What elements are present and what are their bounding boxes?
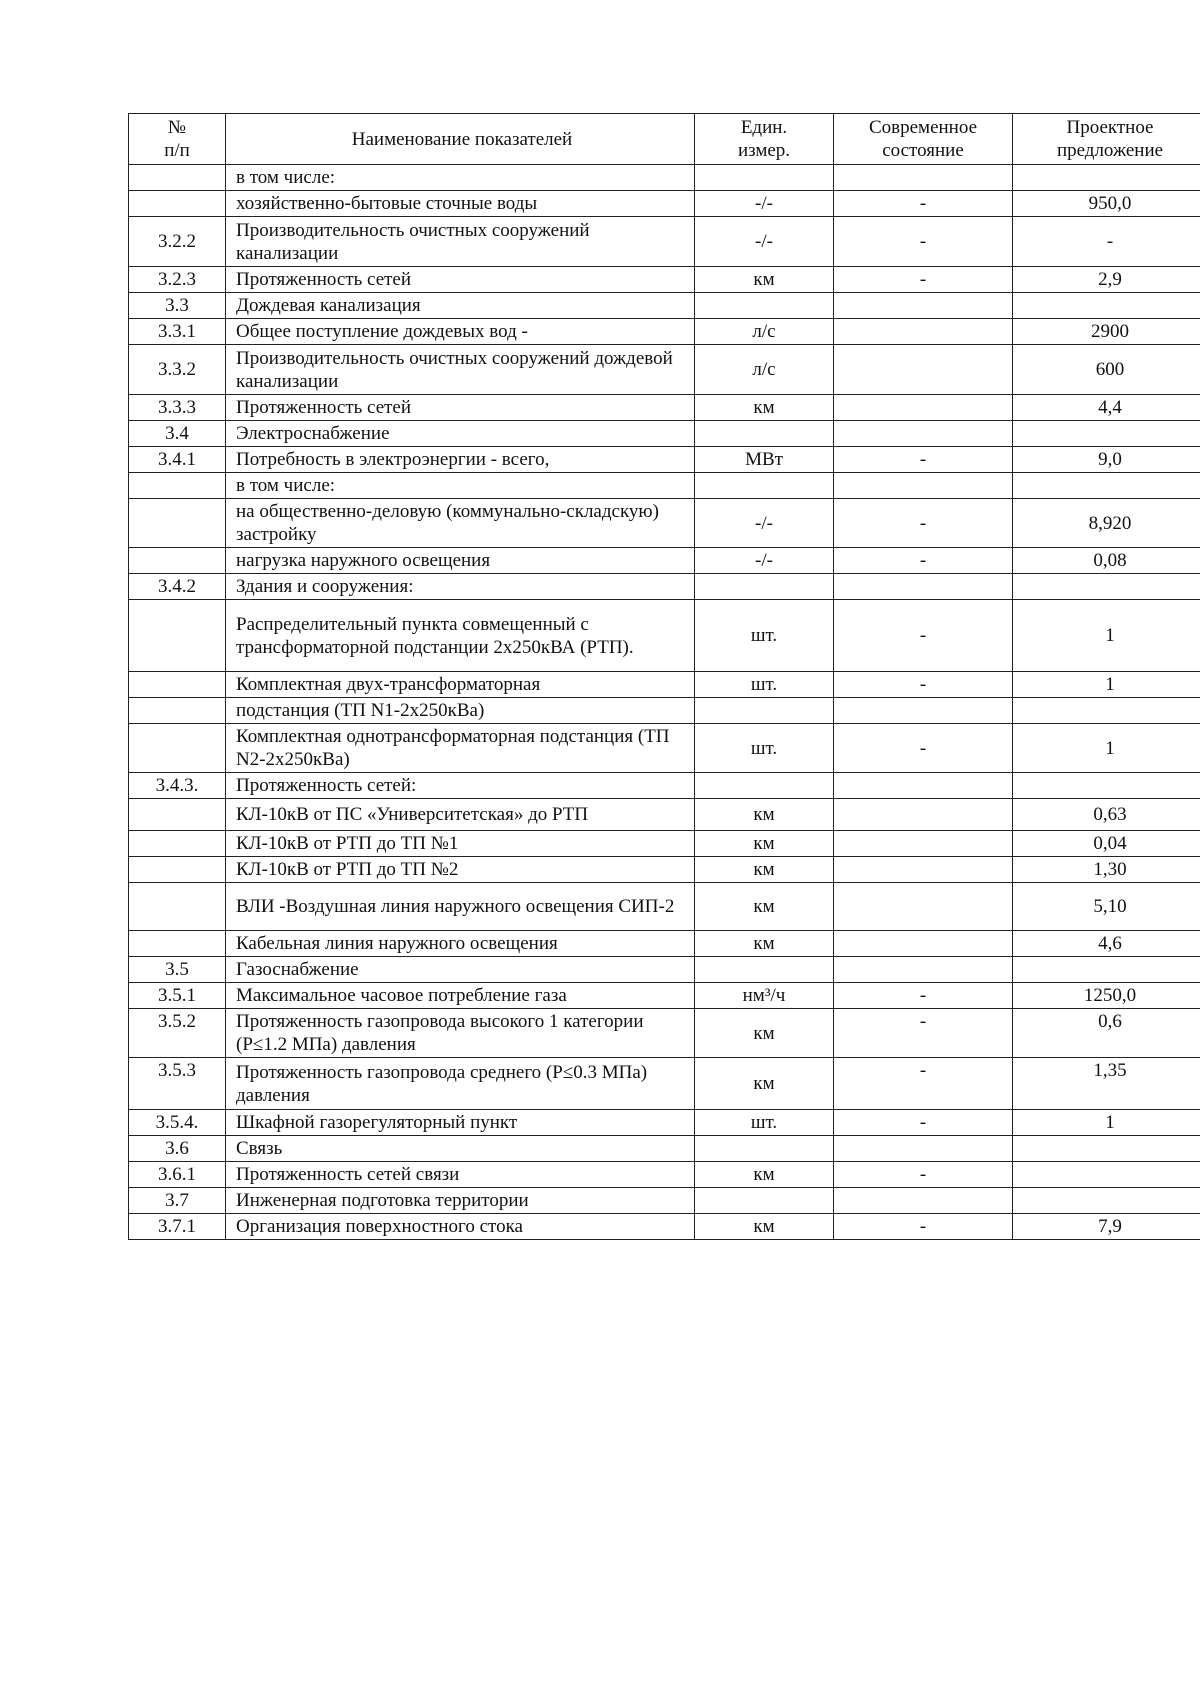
- row-project: 5,10: [1013, 883, 1200, 931]
- row-number: 3.3.1: [129, 319, 226, 345]
- row-project: 4,6: [1013, 931, 1200, 957]
- table-row: [129, 857, 1200, 883]
- row-number: [129, 831, 226, 857]
- row-number: [129, 473, 226, 499]
- row-name: Шкафной газорегуляторный пункт: [226, 1110, 695, 1136]
- row-current: -: [834, 548, 1013, 574]
- row-unit: МВт: [695, 447, 834, 473]
- row-current: -: [834, 1214, 1013, 1240]
- row-number: 3.3.2: [129, 345, 226, 395]
- row-current: [834, 957, 1013, 983]
- row-current: [834, 293, 1013, 319]
- row-current: -: [834, 217, 1013, 267]
- row-name: Распределительный пункта совмещенный с трансформаторной подстанции 2х250кВА (РТП).: [226, 600, 695, 672]
- row-current: [834, 1136, 1013, 1162]
- row-number: 3.4: [129, 421, 226, 447]
- row-unit: км: [695, 267, 834, 293]
- header-current-line2: состояние: [882, 140, 964, 161]
- row-number: 3.5.1: [129, 983, 226, 1009]
- row-name: Производительность очистных сооружений канализации: [226, 217, 695, 267]
- row-number: [129, 698, 226, 724]
- row-project: 9,0: [1013, 447, 1200, 473]
- row-unit: шт.: [695, 672, 834, 698]
- row-project: [1013, 473, 1200, 499]
- row-name: Протяженность газопровода высокого 1 категории (P≤1.2 МПа) давления: [226, 1009, 695, 1058]
- row-number: [129, 883, 226, 931]
- row-name: Организация поверхностного стока: [226, 1214, 695, 1240]
- row-current: -: [834, 672, 1013, 698]
- table-row: [129, 831, 1200, 857]
- row-unit: [695, 293, 834, 319]
- header-number-line1: №: [167, 117, 187, 138]
- row-unit: [695, 1136, 834, 1162]
- row-current: [834, 857, 1013, 883]
- table-row: [129, 293, 1200, 319]
- header-unit-line2: измер.: [737, 140, 791, 161]
- row-unit: км: [695, 883, 834, 931]
- row-current: [834, 773, 1013, 799]
- row-project: 8,920: [1013, 499, 1200, 548]
- row-unit: [695, 165, 834, 191]
- table-row: [129, 1162, 1200, 1188]
- row-current: -: [834, 191, 1013, 217]
- header-project-line1: Проектное: [1066, 117, 1154, 138]
- row-project: 2900: [1013, 319, 1200, 345]
- row-number: [129, 799, 226, 831]
- row-project: 7,9: [1013, 1214, 1200, 1240]
- row-unit: -/-: [695, 217, 834, 267]
- table-row: [129, 473, 1200, 499]
- row-number: [129, 191, 226, 217]
- indicators-table: [128, 113, 1200, 1240]
- row-project: 1: [1013, 724, 1200, 773]
- row-name: Комплектная однотрансформаторная подстанция (ТП N2-2х250кВа): [226, 724, 695, 773]
- row-unit: км: [695, 931, 834, 957]
- table-row: [129, 1188, 1200, 1214]
- row-project: [1013, 1136, 1200, 1162]
- row-unit: шт.: [695, 1110, 834, 1136]
- table-row: [129, 799, 1200, 831]
- row-number: 3.5: [129, 957, 226, 983]
- header-row: [129, 114, 1200, 165]
- row-project: -: [1013, 217, 1200, 267]
- row-number: [129, 931, 226, 957]
- row-current: -: [834, 1009, 1013, 1058]
- table-row: [129, 191, 1200, 217]
- table-row: [129, 319, 1200, 345]
- row-unit: км: [695, 799, 834, 831]
- row-unit: км: [695, 395, 834, 421]
- row-number: 3.3.3: [129, 395, 226, 421]
- row-name: Здания и сооружения:: [226, 574, 695, 600]
- row-name: Протяженность газопровода среднего (P≤0.3 МПа) давления: [226, 1058, 695, 1110]
- row-current: -: [834, 267, 1013, 293]
- row-current: -: [834, 447, 1013, 473]
- row-current: -: [834, 600, 1013, 672]
- header-current: [834, 114, 1013, 165]
- row-name: Инженерная подготовка территории: [226, 1188, 695, 1214]
- row-number: 3.5.4.: [129, 1110, 226, 1136]
- row-project: [1013, 698, 1200, 724]
- row-project: 0,08: [1013, 548, 1200, 574]
- row-current: [834, 574, 1013, 600]
- row-name: Кабельная линия наружного освещения: [226, 931, 695, 957]
- row-number: [129, 165, 226, 191]
- table-row: [129, 421, 1200, 447]
- row-project: 950,0: [1013, 191, 1200, 217]
- table-row: [129, 548, 1200, 574]
- row-unit: км: [695, 1162, 834, 1188]
- row-name: КЛ-10кВ от РТП до ТП №1: [226, 831, 695, 857]
- row-number: 3.4.1: [129, 447, 226, 473]
- row-project: [1013, 1162, 1200, 1188]
- row-number: 3.4.3.: [129, 773, 226, 799]
- row-project: 1,35: [1013, 1058, 1200, 1110]
- row-name: Комплектная двух-трансформаторная: [226, 672, 695, 698]
- row-current: [834, 319, 1013, 345]
- row-current: [834, 799, 1013, 831]
- row-unit: [695, 574, 834, 600]
- row-unit: л/с: [695, 319, 834, 345]
- row-project: [1013, 293, 1200, 319]
- row-number: [129, 600, 226, 672]
- row-number: 3.6.1: [129, 1162, 226, 1188]
- header-current-line1: Современное: [868, 117, 978, 138]
- table-body: [129, 165, 1200, 1240]
- row-unit: км: [695, 857, 834, 883]
- row-project: 600: [1013, 345, 1200, 395]
- row-name: Потребность в электроэнергии - всего,: [226, 447, 695, 473]
- table-row: [129, 1009, 1200, 1058]
- table-row: [129, 983, 1200, 1009]
- row-project: [1013, 1188, 1200, 1214]
- row-project: [1013, 421, 1200, 447]
- table-row: [129, 499, 1200, 548]
- row-current: [834, 931, 1013, 957]
- row-number: [129, 672, 226, 698]
- row-unit: -/-: [695, 548, 834, 574]
- row-number: [129, 724, 226, 773]
- row-project: 1: [1013, 600, 1200, 672]
- table-row: [129, 1214, 1200, 1240]
- table-row: [129, 1110, 1200, 1136]
- header-number: [129, 114, 226, 165]
- table-row: [129, 1136, 1200, 1162]
- row-project: [1013, 773, 1200, 799]
- table-row: [129, 724, 1200, 773]
- table-row: [129, 345, 1200, 395]
- table-row: [129, 395, 1200, 421]
- row-project: 2,9: [1013, 267, 1200, 293]
- row-unit: [695, 957, 834, 983]
- header-unit-line1: Един.: [740, 117, 788, 138]
- row-project: [1013, 574, 1200, 600]
- row-name: в том числе:: [226, 165, 695, 191]
- row-name: Связь: [226, 1136, 695, 1162]
- row-current: [834, 473, 1013, 499]
- row-number: [129, 548, 226, 574]
- row-name: на общественно-деловую (коммунально-складскую) застройку: [226, 499, 695, 548]
- row-name: Протяженность сетей связи: [226, 1162, 695, 1188]
- row-current: [834, 698, 1013, 724]
- row-current: -: [834, 1162, 1013, 1188]
- row-unit: шт.: [695, 724, 834, 773]
- row-name: Максимальное часовое потребление газа: [226, 983, 695, 1009]
- table-row: [129, 267, 1200, 293]
- row-name: Протяженность сетей: [226, 395, 695, 421]
- row-unit: [695, 698, 834, 724]
- row-unit: нм³/ч: [695, 983, 834, 1009]
- row-number: [129, 499, 226, 548]
- row-project: 0,63: [1013, 799, 1200, 831]
- row-name: Газоснабжение: [226, 957, 695, 983]
- row-unit: шт.: [695, 600, 834, 672]
- row-project: [1013, 165, 1200, 191]
- row-name: нагрузка наружного освещения: [226, 548, 695, 574]
- row-unit: км: [695, 831, 834, 857]
- table-row: [129, 217, 1200, 267]
- row-number: 3.7.1: [129, 1214, 226, 1240]
- row-current: -: [834, 1058, 1013, 1110]
- row-number: 3.6: [129, 1136, 226, 1162]
- table-row: [129, 600, 1200, 672]
- row-project: 0,6: [1013, 1009, 1200, 1058]
- table-row: [129, 698, 1200, 724]
- table-row: [129, 931, 1200, 957]
- row-current: [834, 831, 1013, 857]
- table-row: [129, 574, 1200, 600]
- row-name: в том числе:: [226, 473, 695, 499]
- row-name: ВЛИ -Воздушная линия наружного освещения СИП-2: [226, 883, 695, 931]
- table-row: [129, 883, 1200, 931]
- row-current: -: [834, 724, 1013, 773]
- row-project: 1: [1013, 672, 1200, 698]
- row-project: 4,4: [1013, 395, 1200, 421]
- row-name: Общее поступление дождевых вод -: [226, 319, 695, 345]
- table-row: [129, 165, 1200, 191]
- row-project: [1013, 957, 1200, 983]
- row-name: Дождевая канализация: [226, 293, 695, 319]
- row-project: 1250,0: [1013, 983, 1200, 1009]
- table-row: [129, 773, 1200, 799]
- table-row: [129, 957, 1200, 983]
- table-header: [129, 114, 1200, 165]
- row-current: [834, 421, 1013, 447]
- row-number: [129, 857, 226, 883]
- row-name: Протяженность сетей:: [226, 773, 695, 799]
- row-name: хозяйственно-бытовые сточные воды: [226, 191, 695, 217]
- row-current: [834, 345, 1013, 395]
- row-unit: -/-: [695, 499, 834, 548]
- row-unit: [695, 473, 834, 499]
- row-current: -: [834, 983, 1013, 1009]
- row-project: 1: [1013, 1110, 1200, 1136]
- row-name: КЛ-10кВ от РТП до ТП №2: [226, 857, 695, 883]
- row-name: КЛ-10кВ от ПС «Университетская» до РТП: [226, 799, 695, 831]
- row-unit: [695, 773, 834, 799]
- row-name: Протяженность сетей: [226, 267, 695, 293]
- row-number: 3.5.3: [129, 1058, 226, 1110]
- row-current: [834, 165, 1013, 191]
- row-current: [834, 883, 1013, 931]
- row-unit: км: [695, 1058, 834, 1110]
- row-number: 3.4.2: [129, 574, 226, 600]
- table-row: [129, 1058, 1200, 1110]
- header-unit: [695, 114, 834, 165]
- row-unit: -/-: [695, 191, 834, 217]
- row-name: Электроснабжение: [226, 421, 695, 447]
- row-unit: км: [695, 1009, 834, 1058]
- header-project: [1013, 114, 1200, 165]
- row-name: Производительность очистных сооружений дождевой канализации: [226, 345, 695, 395]
- row-project: 0,04: [1013, 831, 1200, 857]
- row-current: -: [834, 499, 1013, 548]
- row-name: подстанция (ТП N1-2х250кВа): [226, 698, 695, 724]
- row-unit: [695, 421, 834, 447]
- header-number-line2: п/п: [164, 140, 190, 161]
- row-number: 3.2.2: [129, 217, 226, 267]
- row-project: 1,30: [1013, 857, 1200, 883]
- row-current: -: [834, 1110, 1013, 1136]
- header-name: Наименование показателей: [226, 114, 695, 165]
- row-number: 3.5.2: [129, 1009, 226, 1058]
- row-unit: [695, 1188, 834, 1214]
- table-row: [129, 447, 1200, 473]
- row-unit: км: [695, 1214, 834, 1240]
- row-number: 3.7: [129, 1188, 226, 1214]
- row-number: 3.2.3: [129, 267, 226, 293]
- row-current: [834, 395, 1013, 421]
- header-project-line2: предложение: [1056, 140, 1164, 161]
- row-current: [834, 1188, 1013, 1214]
- row-unit: л/с: [695, 345, 834, 395]
- row-number: 3.3: [129, 293, 226, 319]
- table-row: [129, 672, 1200, 698]
